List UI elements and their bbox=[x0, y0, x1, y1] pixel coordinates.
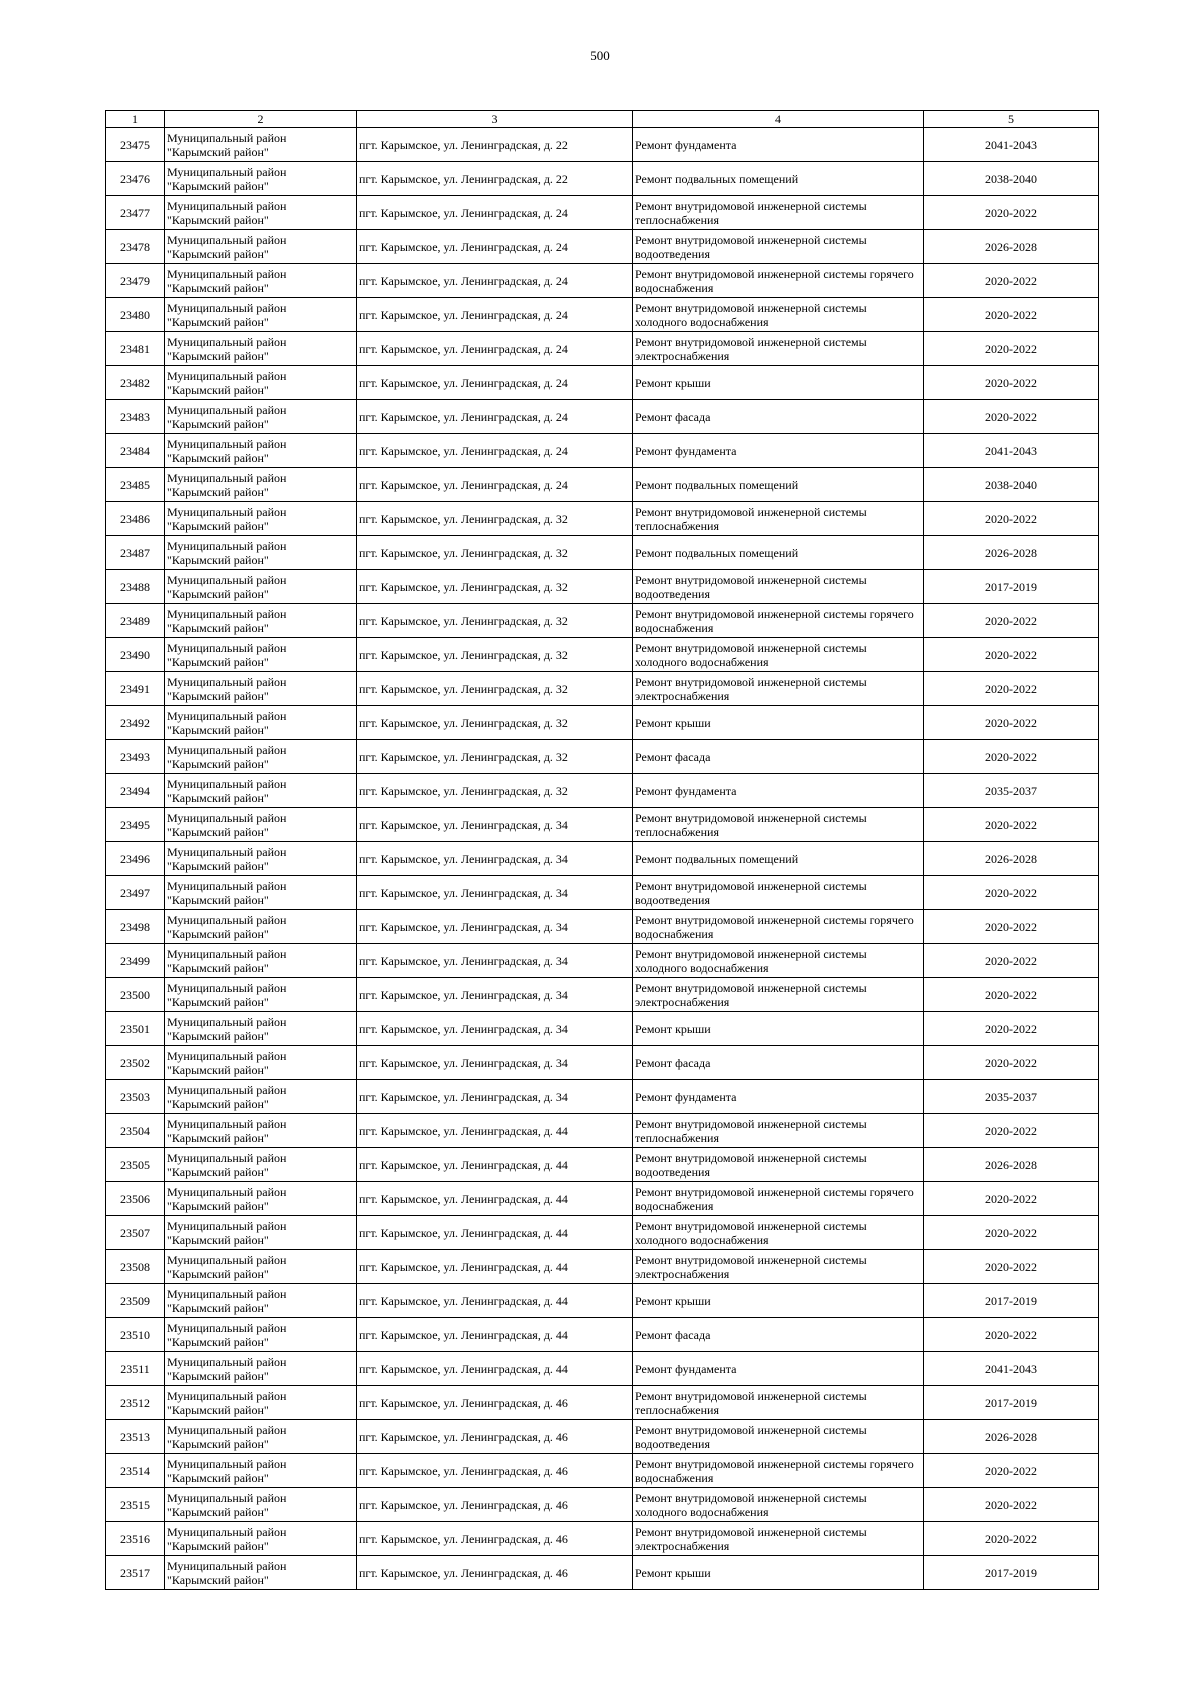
address-cell: пгт. Карымское, ул. Ленинградская, д. 46 bbox=[357, 1420, 633, 1454]
table-row bbox=[106, 400, 1099, 434]
table-row bbox=[106, 366, 1099, 400]
row-number: 23514 bbox=[106, 1454, 165, 1488]
district-cell: Муниципальный район "Карымский район" bbox=[165, 298, 357, 332]
row-number: 23502 bbox=[106, 1046, 165, 1080]
row-number: 23513 bbox=[106, 1420, 165, 1454]
period-cell: 2020-2022 bbox=[924, 298, 1099, 332]
address-cell: пгт. Карымское, ул. Ленинградская, д. 44 bbox=[357, 1148, 633, 1182]
district-cell: Муниципальный район "Карымский район" bbox=[165, 196, 357, 230]
row-number: 23517 bbox=[106, 1556, 165, 1590]
address-cell: пгт. Карымское, ул. Ленинградская, д. 24 bbox=[357, 230, 633, 264]
address-cell: пгт. Карымское, ул. Ленинградская, д. 22 bbox=[357, 128, 633, 162]
address-cell: пгт. Карымское, ул. Ленинградская, д. 34 bbox=[357, 978, 633, 1012]
district-cell: Муниципальный район "Карымский район" bbox=[165, 1114, 357, 1148]
district-cell: Муниципальный район "Карымский район" bbox=[165, 944, 357, 978]
work-type-cell: Ремонт подвальных помещений bbox=[633, 536, 924, 570]
period-cell: 2026-2028 bbox=[924, 842, 1099, 876]
period-cell: 2020-2022 bbox=[924, 1046, 1099, 1080]
period-cell: 2020-2022 bbox=[924, 502, 1099, 536]
work-type-cell: Ремонт фасада bbox=[633, 1046, 924, 1080]
work-type-cell: Ремонт внутридомовой инженерной системы электроснабжения bbox=[633, 332, 924, 366]
work-type-cell: Ремонт внутридомовой инженерной системы электроснабжения bbox=[633, 1522, 924, 1556]
period-cell: 2020-2022 bbox=[924, 672, 1099, 706]
table-row bbox=[106, 1046, 1099, 1080]
row-number: 23487 bbox=[106, 536, 165, 570]
table-row bbox=[106, 1318, 1099, 1352]
period-cell: 2041-2043 bbox=[924, 434, 1099, 468]
row-number: 23489 bbox=[106, 604, 165, 638]
column-header-2: 2 bbox=[165, 111, 357, 128]
table-row bbox=[106, 1182, 1099, 1216]
work-type-cell: Ремонт внутридомовой инженерной системы водоотведения bbox=[633, 230, 924, 264]
row-number: 23482 bbox=[106, 366, 165, 400]
work-type-cell: Ремонт фундамента bbox=[633, 434, 924, 468]
district-cell: Муниципальный район "Карымский район" bbox=[165, 672, 357, 706]
district-cell: Муниципальный район "Карымский район" bbox=[165, 230, 357, 264]
district-cell: Муниципальный район "Карымский район" bbox=[165, 264, 357, 298]
table-row bbox=[106, 910, 1099, 944]
row-number: 23500 bbox=[106, 978, 165, 1012]
work-type-cell: Ремонт крыши bbox=[633, 1284, 924, 1318]
table-row bbox=[106, 1386, 1099, 1420]
table-row bbox=[106, 1012, 1099, 1046]
period-cell: 2020-2022 bbox=[924, 1454, 1099, 1488]
district-cell: Муниципальный район "Карымский район" bbox=[165, 910, 357, 944]
address-cell: пгт. Карымское, ул. Ленинградская, д. 46 bbox=[357, 1454, 633, 1488]
period-cell: 2026-2028 bbox=[924, 1420, 1099, 1454]
period-cell: 2020-2022 bbox=[924, 366, 1099, 400]
table-row bbox=[106, 842, 1099, 876]
address-cell: пгт. Карымское, ул. Ленинградская, д. 24 bbox=[357, 264, 633, 298]
period-cell: 2020-2022 bbox=[924, 604, 1099, 638]
district-cell: Муниципальный район "Карымский район" bbox=[165, 502, 357, 536]
district-cell: Муниципальный район "Карымский район" bbox=[165, 1352, 357, 1386]
district-cell: Муниципальный район "Карымский район" bbox=[165, 1284, 357, 1318]
period-cell: 2020-2022 bbox=[924, 706, 1099, 740]
row-number: 23488 bbox=[106, 570, 165, 604]
work-type-cell: Ремонт внутридомовой инженерной системы теплоснабжения bbox=[633, 1386, 924, 1420]
period-cell: 2035-2037 bbox=[924, 1080, 1099, 1114]
table-row bbox=[106, 1114, 1099, 1148]
work-type-cell: Ремонт фундамента bbox=[633, 1352, 924, 1386]
district-cell: Муниципальный район "Карымский район" bbox=[165, 638, 357, 672]
period-cell: 2026-2028 bbox=[924, 536, 1099, 570]
district-cell: Муниципальный район "Карымский район" bbox=[165, 332, 357, 366]
work-type-cell: Ремонт внутридомовой инженерной системы горячего водоснабжения bbox=[633, 910, 924, 944]
table-row bbox=[106, 1080, 1099, 1114]
address-cell: пгт. Карымское, ул. Ленинградская, д. 44 bbox=[357, 1182, 633, 1216]
district-cell: Муниципальный район "Карымский район" bbox=[165, 1250, 357, 1284]
address-cell: пгт. Карымское, ул. Ленинградская, д. 32 bbox=[357, 604, 633, 638]
address-cell: пгт. Карымское, ул. Ленинградская, д. 32 bbox=[357, 706, 633, 740]
table-row bbox=[106, 1522, 1099, 1556]
period-cell: 2020-2022 bbox=[924, 332, 1099, 366]
row-number: 23477 bbox=[106, 196, 165, 230]
address-cell: пгт. Карымское, ул. Ленинградская, д. 34 bbox=[357, 944, 633, 978]
district-cell: Муниципальный район "Карымский район" bbox=[165, 570, 357, 604]
address-cell: пгт. Карымское, ул. Ленинградская, д. 46 bbox=[357, 1556, 633, 1590]
work-type-cell: Ремонт внутридомовой инженерной системы водоотведения bbox=[633, 1420, 924, 1454]
period-cell: 2017-2019 bbox=[924, 1386, 1099, 1420]
period-cell: 2020-2022 bbox=[924, 1182, 1099, 1216]
work-type-cell: Ремонт внутридомовой инженерной системы горячего водоснабжения bbox=[633, 1454, 924, 1488]
table-row bbox=[106, 706, 1099, 740]
period-cell: 2038-2040 bbox=[924, 468, 1099, 502]
district-cell: Муниципальный район "Карымский район" bbox=[165, 468, 357, 502]
period-cell: 2026-2028 bbox=[924, 230, 1099, 264]
table-row bbox=[106, 230, 1099, 264]
table-row bbox=[106, 672, 1099, 706]
address-cell: пгт. Карымское, ул. Ленинградская, д. 46 bbox=[357, 1386, 633, 1420]
row-number: 23505 bbox=[106, 1148, 165, 1182]
district-cell: Муниципальный район "Карымский район" bbox=[165, 536, 357, 570]
work-type-cell: Ремонт подвальных помещений bbox=[633, 162, 924, 196]
table-row bbox=[106, 434, 1099, 468]
district-cell: Муниципальный район "Карымский район" bbox=[165, 128, 357, 162]
work-type-cell: Ремонт внутридомовой инженерной системы горячего водоснабжения bbox=[633, 264, 924, 298]
work-type-cell: Ремонт подвальных помещений bbox=[633, 842, 924, 876]
period-cell: 2020-2022 bbox=[924, 808, 1099, 842]
table-row bbox=[106, 536, 1099, 570]
period-cell: 2017-2019 bbox=[924, 1284, 1099, 1318]
district-cell: Муниципальный район "Карымский район" bbox=[165, 1386, 357, 1420]
row-number: 23506 bbox=[106, 1182, 165, 1216]
work-type-cell: Ремонт внутридомовой инженерной системы холодного водоснабжения bbox=[633, 1216, 924, 1250]
district-cell: Муниципальный район "Карымский район" bbox=[165, 808, 357, 842]
table-body bbox=[106, 128, 1099, 1590]
period-cell: 2041-2043 bbox=[924, 128, 1099, 162]
address-cell: пгт. Карымское, ул. Ленинградская, д. 22 bbox=[357, 162, 633, 196]
address-cell: пгт. Карымское, ул. Ленинградская, д. 34 bbox=[357, 1080, 633, 1114]
district-cell: Муниципальный район "Карымский район" bbox=[165, 876, 357, 910]
address-cell: пгт. Карымское, ул. Ленинградская, д. 46 bbox=[357, 1522, 633, 1556]
period-cell: 2020-2022 bbox=[924, 1012, 1099, 1046]
district-cell: Муниципальный район "Карымский район" bbox=[165, 740, 357, 774]
row-number: 23486 bbox=[106, 502, 165, 536]
table-row bbox=[106, 978, 1099, 1012]
address-cell: пгт. Карымское, ул. Ленинградская, д. 46 bbox=[357, 1488, 633, 1522]
district-cell: Муниципальный район "Карымский район" bbox=[165, 366, 357, 400]
address-cell: пгт. Карымское, ул. Ленинградская, д. 24 bbox=[357, 366, 633, 400]
address-cell: пгт. Карымское, ул. Ленинградская, д. 34 bbox=[357, 876, 633, 910]
period-cell: 2017-2019 bbox=[924, 1556, 1099, 1590]
address-cell: пгт. Карымское, ул. Ленинградская, д. 44 bbox=[357, 1216, 633, 1250]
row-number: 23481 bbox=[106, 332, 165, 366]
row-number: 23480 bbox=[106, 298, 165, 332]
header-row bbox=[106, 111, 1099, 128]
address-cell: пгт. Карымское, ул. Ленинградская, д. 34 bbox=[357, 1012, 633, 1046]
table-row bbox=[106, 502, 1099, 536]
address-cell: пгт. Карымское, ул. Ленинградская, д. 34 bbox=[357, 910, 633, 944]
table-row bbox=[106, 162, 1099, 196]
address-cell: пгт. Карымское, ул. Ленинградская, д. 24 bbox=[357, 434, 633, 468]
row-number: 23475 bbox=[106, 128, 165, 162]
period-cell: 2020-2022 bbox=[924, 1250, 1099, 1284]
address-cell: пгт. Карымское, ул. Ленинградская, д. 44 bbox=[357, 1352, 633, 1386]
table-row bbox=[106, 638, 1099, 672]
work-type-cell: Ремонт крыши bbox=[633, 706, 924, 740]
district-cell: Муниципальный район "Карымский район" bbox=[165, 1420, 357, 1454]
district-cell: Муниципальный район "Карымский район" bbox=[165, 1556, 357, 1590]
row-number: 23508 bbox=[106, 1250, 165, 1284]
table-row bbox=[106, 774, 1099, 808]
row-number: 23511 bbox=[106, 1352, 165, 1386]
table-row bbox=[106, 740, 1099, 774]
row-number: 23492 bbox=[106, 706, 165, 740]
column-header-3: 3 bbox=[357, 111, 633, 128]
table-row bbox=[106, 468, 1099, 502]
row-number: 23510 bbox=[106, 1318, 165, 1352]
row-number: 23495 bbox=[106, 808, 165, 842]
address-cell: пгт. Карымское, ул. Ленинградская, д. 32 bbox=[357, 672, 633, 706]
work-type-cell: Ремонт фасада bbox=[633, 740, 924, 774]
period-cell: 2020-2022 bbox=[924, 944, 1099, 978]
row-number: 23503 bbox=[106, 1080, 165, 1114]
table-row bbox=[106, 196, 1099, 230]
table-row bbox=[106, 1488, 1099, 1522]
district-cell: Муниципальный район "Карымский район" bbox=[165, 1488, 357, 1522]
period-cell: 2020-2022 bbox=[924, 978, 1099, 1012]
period-cell: 2020-2022 bbox=[924, 1114, 1099, 1148]
table-row bbox=[106, 1216, 1099, 1250]
period-cell: 2020-2022 bbox=[924, 1318, 1099, 1352]
column-header-4: 4 bbox=[633, 111, 924, 128]
address-cell: пгт. Карымское, ул. Ленинградская, д. 34 bbox=[357, 1046, 633, 1080]
district-cell: Муниципальный район "Карымский район" bbox=[165, 1148, 357, 1182]
table-row bbox=[106, 1148, 1099, 1182]
row-number: 23509 bbox=[106, 1284, 165, 1318]
row-number: 23501 bbox=[106, 1012, 165, 1046]
work-type-cell: Ремонт внутридомовой инженерной системы электроснабжения bbox=[633, 978, 924, 1012]
address-cell: пгт. Карымское, ул. Ленинградская, д. 24 bbox=[357, 468, 633, 502]
district-cell: Муниципальный район "Карымский район" bbox=[165, 706, 357, 740]
district-cell: Муниципальный район "Карымский район" bbox=[165, 1046, 357, 1080]
district-cell: Муниципальный район "Карымский район" bbox=[165, 1454, 357, 1488]
address-cell: пгт. Карымское, ул. Ленинградская, д. 34 bbox=[357, 842, 633, 876]
work-type-cell: Ремонт внутридомовой инженерной системы холодного водоснабжения bbox=[633, 944, 924, 978]
table-row bbox=[106, 1454, 1099, 1488]
district-cell: Муниципальный район "Карымский район" bbox=[165, 978, 357, 1012]
address-cell: пгт. Карымское, ул. Ленинградская, д. 44 bbox=[357, 1284, 633, 1318]
work-type-cell: Ремонт внутридомовой инженерной системы горячего водоснабжения bbox=[633, 1182, 924, 1216]
period-cell: 2017-2019 bbox=[924, 570, 1099, 604]
column-header-5: 5 bbox=[924, 111, 1099, 128]
row-number: 23512 bbox=[106, 1386, 165, 1420]
table-row bbox=[106, 332, 1099, 366]
period-cell: 2020-2022 bbox=[924, 638, 1099, 672]
period-cell: 2038-2040 bbox=[924, 162, 1099, 196]
table-row bbox=[106, 298, 1099, 332]
address-cell: пгт. Карымское, ул. Ленинградская, д. 32 bbox=[357, 774, 633, 808]
work-type-cell: Ремонт крыши bbox=[633, 1556, 924, 1590]
period-cell: 2020-2022 bbox=[924, 264, 1099, 298]
row-number: 23493 bbox=[106, 740, 165, 774]
district-cell: Муниципальный район "Карымский район" bbox=[165, 400, 357, 434]
work-type-cell: Ремонт внутридомовой инженерной системы водоотведения bbox=[633, 1148, 924, 1182]
table-row bbox=[106, 808, 1099, 842]
work-type-cell: Ремонт внутридомовой инженерной системы водоотведения bbox=[633, 570, 924, 604]
table-row bbox=[106, 570, 1099, 604]
address-cell: пгт. Карымское, ул. Ленинградская, д. 24 bbox=[357, 332, 633, 366]
table-row bbox=[106, 944, 1099, 978]
table-row bbox=[106, 128, 1099, 162]
work-type-cell: Ремонт внутридомовой инженерной системы теплоснабжения bbox=[633, 808, 924, 842]
page-number: 500 bbox=[590, 48, 610, 63]
district-cell: Муниципальный район "Карымский район" bbox=[165, 604, 357, 638]
address-cell: пгт. Карымское, ул. Ленинградская, д. 24 bbox=[357, 196, 633, 230]
repair-schedule-table bbox=[105, 110, 1099, 1590]
work-type-cell: Ремонт фасада bbox=[633, 400, 924, 434]
table-row bbox=[106, 876, 1099, 910]
period-cell: 2020-2022 bbox=[924, 876, 1099, 910]
period-cell: 2020-2022 bbox=[924, 400, 1099, 434]
work-type-cell: Ремонт крыши bbox=[633, 1012, 924, 1046]
table-row bbox=[106, 1352, 1099, 1386]
period-cell: 2041-2043 bbox=[924, 1352, 1099, 1386]
period-cell: 2020-2022 bbox=[924, 1522, 1099, 1556]
period-cell: 2020-2022 bbox=[924, 910, 1099, 944]
row-number: 23504 bbox=[106, 1114, 165, 1148]
work-type-cell: Ремонт внутридомовой инженерной системы электроснабжения bbox=[633, 672, 924, 706]
address-cell: пгт. Карымское, ул. Ленинградская, д. 44 bbox=[357, 1114, 633, 1148]
address-cell: пгт. Карымское, ул. Ленинградская, д. 34 bbox=[357, 808, 633, 842]
district-cell: Муниципальный район "Карымский район" bbox=[165, 1216, 357, 1250]
work-type-cell: Ремонт внутридомовой инженерной системы холодного водоснабжения bbox=[633, 638, 924, 672]
address-cell: пгт. Карымское, ул. Ленинградская, д. 32 bbox=[357, 536, 633, 570]
district-cell: Муниципальный район "Карымский район" bbox=[165, 1012, 357, 1046]
table-row bbox=[106, 1420, 1099, 1454]
row-number: 23499 bbox=[106, 944, 165, 978]
row-number: 23494 bbox=[106, 774, 165, 808]
table-row bbox=[106, 1556, 1099, 1590]
district-cell: Муниципальный район "Карымский район" bbox=[165, 1182, 357, 1216]
work-type-cell: Ремонт внутридомовой инженерной системы теплоснабжения bbox=[633, 1114, 924, 1148]
table-row bbox=[106, 1250, 1099, 1284]
work-type-cell: Ремонт подвальных помещений bbox=[633, 468, 924, 502]
work-type-cell: Ремонт фасада bbox=[633, 1318, 924, 1352]
row-number: 23479 bbox=[106, 264, 165, 298]
address-cell: пгт. Карымское, ул. Ленинградская, д. 32 bbox=[357, 740, 633, 774]
row-number: 23497 bbox=[106, 876, 165, 910]
address-cell: пгт. Карымское, ул. Ленинградская, д. 44 bbox=[357, 1318, 633, 1352]
period-cell: 2026-2028 bbox=[924, 1148, 1099, 1182]
address-cell: пгт. Карымское, ул. Ленинградская, д. 24 bbox=[357, 400, 633, 434]
address-cell: пгт. Карымское, ул. Ленинградская, д. 24 bbox=[357, 298, 633, 332]
address-cell: пгт. Карымское, ул. Ленинградская, д. 32 bbox=[357, 570, 633, 604]
address-cell: пгт. Карымское, ул. Ленинградская, д. 44 bbox=[357, 1250, 633, 1284]
row-number: 23515 bbox=[106, 1488, 165, 1522]
period-cell: 2020-2022 bbox=[924, 196, 1099, 230]
work-type-cell: Ремонт фундамента bbox=[633, 1080, 924, 1114]
table-row bbox=[106, 604, 1099, 638]
district-cell: Муниципальный район "Карымский район" bbox=[165, 842, 357, 876]
table-row bbox=[106, 264, 1099, 298]
row-number: 23476 bbox=[106, 162, 165, 196]
district-cell: Муниципальный район "Карымский район" bbox=[165, 162, 357, 196]
work-type-cell: Ремонт внутридомовой инженерной системы водоотведения bbox=[633, 876, 924, 910]
district-cell: Муниципальный район "Карымский район" bbox=[165, 1080, 357, 1114]
row-number: 23496 bbox=[106, 842, 165, 876]
work-type-cell: Ремонт внутридомовой инженерной системы холодного водоснабжения bbox=[633, 298, 924, 332]
row-number: 23490 bbox=[106, 638, 165, 672]
work-type-cell: Ремонт внутридомовой инженерной системы электроснабжения bbox=[633, 1250, 924, 1284]
row-number: 23484 bbox=[106, 434, 165, 468]
district-cell: Муниципальный район "Карымский район" bbox=[165, 434, 357, 468]
work-type-cell: Ремонт внутридомовой инженерной системы холодного водоснабжения bbox=[633, 1488, 924, 1522]
period-cell: 2035-2037 bbox=[924, 774, 1099, 808]
work-type-cell: Ремонт внутридомовой инженерной системы теплоснабжения bbox=[633, 502, 924, 536]
district-cell: Муниципальный район "Карымский район" bbox=[165, 774, 357, 808]
work-type-cell: Ремонт внутридомовой инженерной системы теплоснабжения bbox=[633, 196, 924, 230]
period-cell: 2020-2022 bbox=[924, 1488, 1099, 1522]
row-number: 23507 bbox=[106, 1216, 165, 1250]
work-type-cell: Ремонт крыши bbox=[633, 366, 924, 400]
district-cell: Муниципальный район "Карымский район" bbox=[165, 1318, 357, 1352]
work-type-cell: Ремонт внутридомовой инженерной системы горячего водоснабжения bbox=[633, 604, 924, 638]
row-number: 23483 bbox=[106, 400, 165, 434]
row-number: 23498 bbox=[106, 910, 165, 944]
work-type-cell: Ремонт фундамента bbox=[633, 128, 924, 162]
row-number: 23516 bbox=[106, 1522, 165, 1556]
work-type-cell: Ремонт фундамента bbox=[633, 774, 924, 808]
row-number: 23478 bbox=[106, 230, 165, 264]
period-cell: 2020-2022 bbox=[924, 1216, 1099, 1250]
period-cell: 2020-2022 bbox=[924, 740, 1099, 774]
column-header-1: 1 bbox=[106, 111, 165, 128]
row-number: 23485 bbox=[106, 468, 165, 502]
district-cell: Муниципальный район "Карымский район" bbox=[165, 1522, 357, 1556]
address-cell: пгт. Карымское, ул. Ленинградская, д. 32 bbox=[357, 502, 633, 536]
table-row bbox=[106, 1284, 1099, 1318]
address-cell: пгт. Карымское, ул. Ленинградская, д. 32 bbox=[357, 638, 633, 672]
row-number: 23491 bbox=[106, 672, 165, 706]
